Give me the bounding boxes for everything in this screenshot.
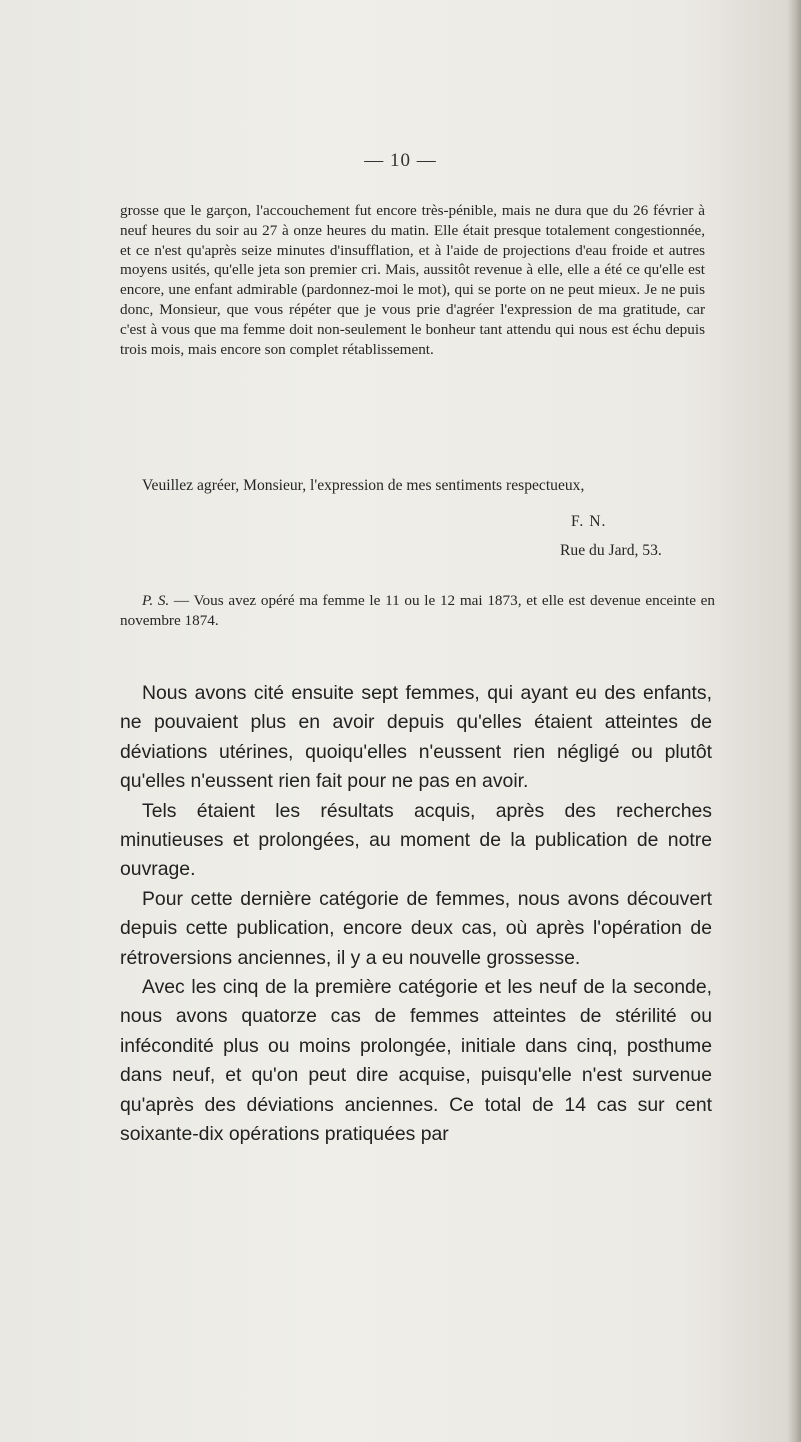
body-paragraph-1: Nous avons cité ensuite sept femmes, qui ayant eu des enfants, ne pouvaient plus en avoir depuis qu'elles étaient atteintes de déviations utérines, quoiqu'elles n'eussent rien négligé ou plutôt qu'elles n'eussent rien fait pour ne pas en avoir. [120, 682, 712, 793]
letter-paragraph: grosse que le garçon, l'accouchement fut encore très-pénible, mais ne dura que du 26 février à neuf heures du soir au 27 à onze heures du matin. Elle était presque totalement congestionnée, et ce n'est qu'après seize minutes d'insufflation, et à l'aide de projections d'eau froide et autres moyens usités, qu'elle jeta son premier cri. Mais, aussitôt revenue à elle, elle a été ce qu'elle est encore, une enfant admirable (pardonnez-moi le mot), qui se porte on ne peut mieux. Je ne puis donc, Monsieur, que vous répéter que je vous prie d'agréer l'expression de ma gratitude, car c'est à vous que ma femme doit non-seulement le bonheur tant attendu qui nous est échu depuis trois mois, mais encore son complet rétablissement. [120, 202, 705, 358]
postscript [120, 591, 715, 631]
postscript-text: — Vous avez opéré ma femme le 11 ou le 12 mai 1873, et elle est devenue enceinte en novembre 1874. [120, 592, 715, 629]
page-number: — 10 — [364, 150, 437, 171]
letter-closing: Veuillez agréer, Monsieur, l'expression de mes sentiments respectueux, [142, 477, 585, 494]
body-paragraph-4: Avec les cinq de la première catégorie et les neuf de la seconde, nous avons quatorze cas de femmes atteintes de stérilité ou infécondité plus ou moins prolongée, initiale dans cinq, posthume dans neuf, et qu'on peut dire acquise, puisqu'elle n'est survenue qu'après des déviations anciennes. Ce total de 14 cas sur cent soixante-dix opérations pratiquées par [120, 976, 712, 1146]
letter-excerpt [120, 201, 705, 359]
postscript-label: P. S. [142, 592, 170, 609]
body-paragraph-3: Pour cette dernière catégorie de femmes, nous avons découvert depuis cette publication, encore deux cas, où après l'opération de rétroversions anciennes, il y a eu nouvelle grossesse. [120, 887, 712, 969]
body-text [120, 679, 712, 1150]
page-edge-shadow [787, 0, 801, 1442]
letter-signature: F. N. [571, 513, 607, 530]
letter-address: Rue du Jard, 53. [560, 542, 662, 559]
body-paragraph-2: Tels étaient les résultats acquis, après des recherches minutieuses et prolongées, au moment de la publication de notre ouvrage. [120, 799, 712, 881]
